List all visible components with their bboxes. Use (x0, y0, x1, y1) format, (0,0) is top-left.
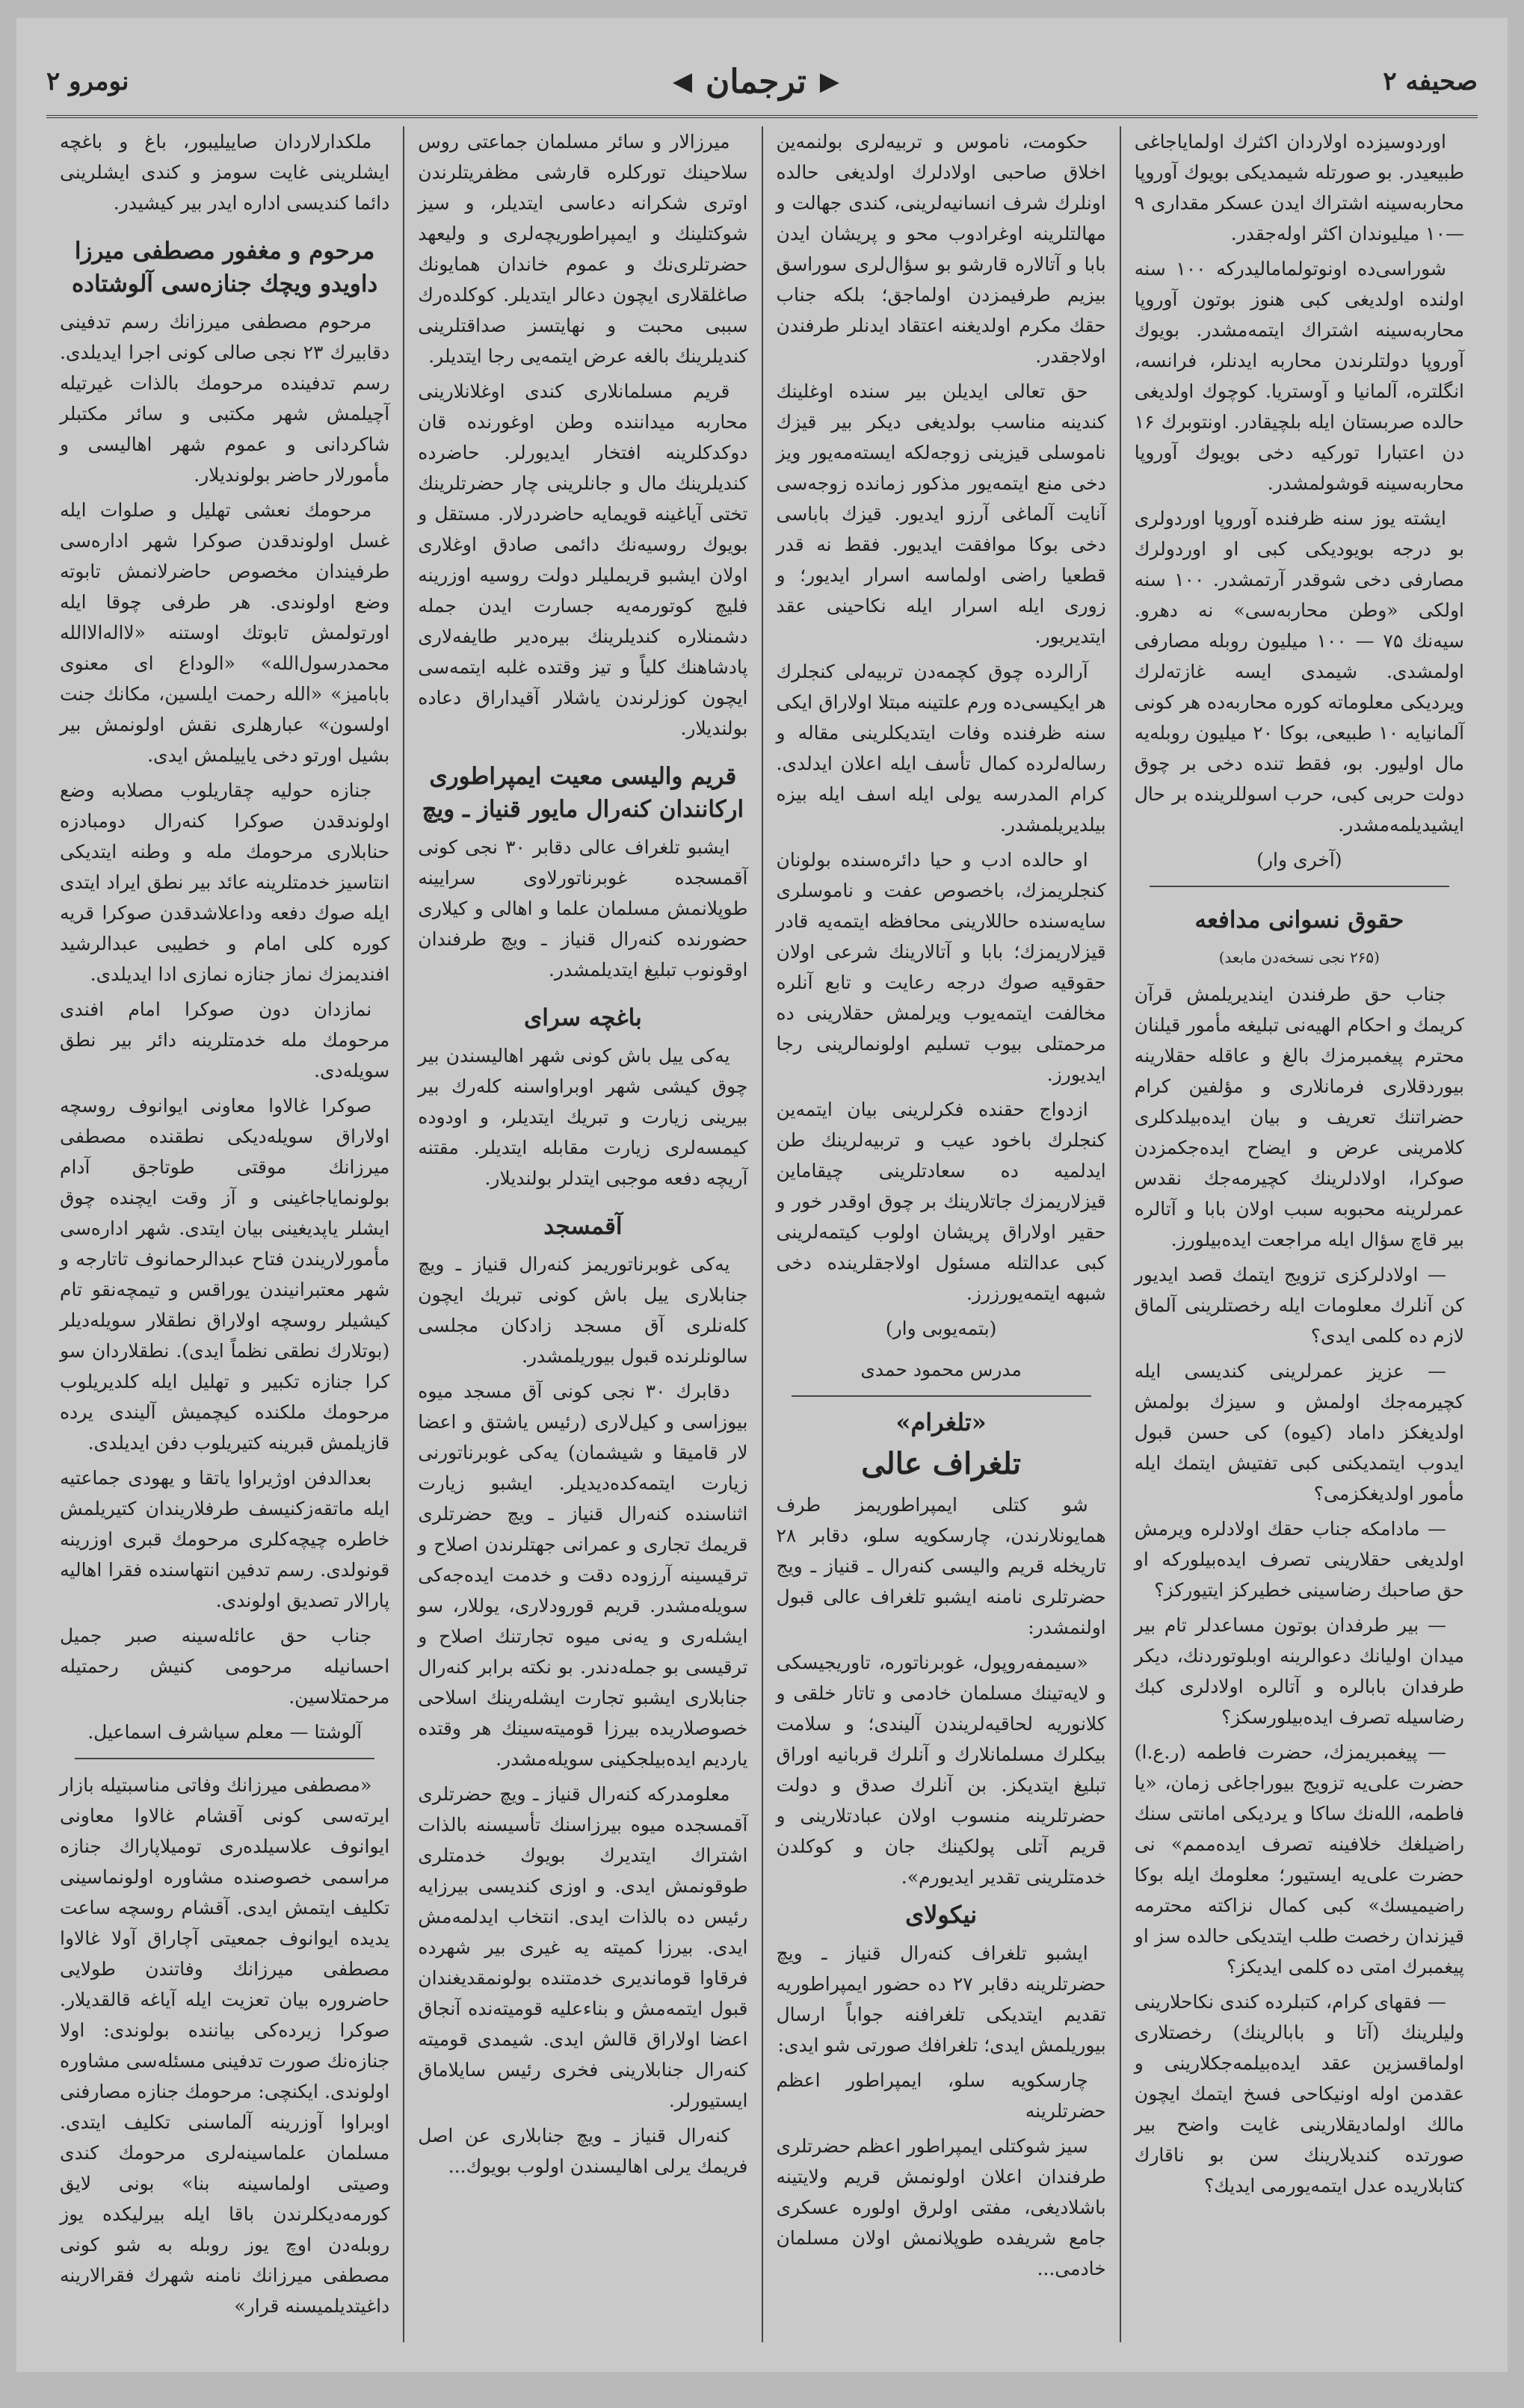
divider (75, 1758, 374, 1759)
paragraph: — فقهای کرام، کتبلرده کندی نکاحلارینی ولیلرینك (آتا و بابالرینك) رخصتلاری اولماقسزین عقد ایده‌بیلمه‌جكلارینی و عقدمن اوله اونیکاحی فسخ ایتمك ایچون مالك اولمادیقلارینی غایت واضح بیر صورتده کندیلارینك سن بو ناقارك کتابلاریده عدل ایتمه‌یورمی ایدیك؟ (1134, 1991, 1464, 2196)
section-ornament: «تلغرام» (895, 1408, 987, 1436)
article-subtitle: (۲۶۵ نجی نسخه‌دن مابعد) (1218, 948, 1380, 966)
ornament-right-icon: ▶ (819, 67, 840, 96)
news-heading-bakhchisaray: باغچه سرای (524, 1004, 642, 1031)
paragraph: «مصطفی میرزانك وفاتی مناسبتیله بازار ایرته‌سی کونی آقشام غالاوا معاونی ایوانوف علاسیلده‌ری تومیلاپاراك جنازه مراسمی خصوصنده مشاوره اولونماسینی تکلیف ایتمش ایدی. آقشام روسچه ساعت یدیده ایوانوف جمعیتی آچاراق آولا غالاوا مصطفی میرزانك وفاتندن طولایی حاضروره بیان تعزیت ایله آیاغه قالقدیلار. صوکرا زیرده‌کی بیاننده بولوندی: اولا جنازه‌نك صورت تدفینی مسئله‌سی مشاوره اولوندی. ایکنچی: مرحومك جنازه مصارفنی اوبراوا آوزرینه آلماسنی تکلیف ایتدی. مسلمان علماسینه‌لری مرحومك کندی وصیتی اولماسینه بنا» بونی لایق کورمه‌دیکلرندن باقا ایله بیرلیکده یوز روبله‌دن اوچ یوز روبله به شو کونی مصطفی میرزانك نامنه شهرك فقرالارینه داغیتدیلمیسنه قرار» (60, 1774, 390, 2317)
paragraph: او حالده ادب و حیا دائره‌سنده بولونان کنجلریمزك، باخصوص عفت و ناموسلری سایه‌سنده حاللارینی محافظه ایتمه‌یه قادر قیزلاریمزك؛ بابا و آتالارینك شرعی اولان حقوقیه صوك درجه رعایت و تابع آنلره مخالفت ایتمه‌یوب ویرلمش حقلارینی ده مرحمتلی بیوب تسلیم اولونمالرینی رجا ایدیورز. (776, 849, 1106, 1085)
page-label: صحیفه ۲ (1383, 67, 1478, 96)
paragraph: قریم مسلمانلاری کندی اوغلانلارینی محاربه میداننده وطن اوغورنده قان دوکدکلرینه افتخار ایدیورلر. حاضرده کندیلرینك مال و جانلرینی چار حضرتلرینك تختی آیاغینه قویمایه حاضردرلار. مستقل و بویوك روسیه‌نك دائمی صادق اوغلاری اولان ایشبو قریملیلر دولت روسیه اوزرینه فلیچ کوتورمه‌یه جسارت ایدن جمله دشمنلاره کندیلرینك بیره‌دیر طایفه‌لاری پادشاهنك کلیاً و تیز وقتده غلبه ایتمه‌سی ایچون کوزلرندن یاشلار آقیداراق دعاده بولندیلار. (418, 380, 748, 739)
paragraph: حکومت، ناموس و تربیه‌لری بولنمه‌ین اخلاق صاحبی اولادلرك اولدیغی حالده اونلرك شرف انسانیه‌لرینی، کندی جهالت و مهالتلرینه اوغرادوب محو و پریشان ایدن بابا و آتالاره قارشو بو سؤال‌لری سوراسق بیزیم طرفیمزدن اولماجق؛ بلکه جناب حقك مکرم اولدیغنه اعتقاد ایدنلر طرفندن اولاجقدر. (776, 131, 1106, 367)
author-signature: مدرس محمود حمدی (860, 1359, 1022, 1380)
column-2 (762, 126, 1120, 2342)
paragraph: «سیمفه‌روپول، غوبرناتوره، تاوریجیسکی و لایه‌تینك مسلمان خادمی و تاتار خلقی و کلانوریه لحاقیه‌لریندن آلیندی؛ و سلامت بیکلرك مسلمانلارك و آنلرك قربانیه اوراق تبلیغ ایتدیکز. بن آنلرك صدق و دولت حضرتلرینه منسوب اولان عبادتلارینی و قریم آتلی پولکینك جان و کوکلدن خدمتلرینی تقدیر ایدیورم». (776, 1652, 1106, 1888)
paragraph: — پیغمبریمزك، حضرت فاطمه (ر.ع.ا) حضرت علی‌یه تزویج بیوراجاغی زمان، «یا فاطمه، الله‌نك ساکا و یردیکی امانتی سنك راضیلغك خلافینه تصرف ایده‌ممم» نی حضرت علی‌یه ایستیور؛ معلومك ایله بوکا راضیمیسك» کبی کمال نزاکته محترمه قیزندان رخصت طلب ایتدیکی حالده سز او پیغمبرك امتی ده کلمی ایدیکز؟ (1134, 1741, 1464, 1978)
paragraph: — اولادلرکزی تزویج ایتمك قصد ایدیور کن آنلرك معلومات ایله رخصتلرینی آلماق لازم ده کلمی ایدی؟ (1134, 1264, 1464, 1347)
paragraph: ازدواج حقنده فکرلرینی بیان ایتمه‌ین کنجلرك باخود عیب و تربیه‌لرینك طن ایدلمیه ده سعادتلرینی چیقاماین قیزلاریمزك جاتلارینك بر چوق اوقدر خور و حقیر اولاراق پریشان اولوب کیتمه‌لرینی کبی عدالتله مسئول اولاجقلرینده دخی شبهه ایتمه‌یورزرز. (776, 1099, 1106, 1304)
paragraph: آرالرده چوق کچمه‌دن تربیه‌لی کنجلرك هر ایکیسی‌ده ورم علتینه مبتلا اولاراق ایکی سنه ظرفنده وفات ایتدیکلرینی مقاله و رساله‌لرده کمال تأسف ایله اعلان ایدلدی. کرام المدرسه یولی ایله اسف ایله بیزه بیلدیریلمشدر. (776, 661, 1106, 836)
paragraph: ایشته یوز سنه ظرفنده آوروپا اوردولری بو درجه بویودیکی کبی او اوردولرك مصارفی دخی شوقدر آرتمشدر. ۱۰۰ سنه اولکی «وطن محاربه‌سی» نه دهرو. سیه‌نك ۷۵ — ۱۰۰ میلیون روبله مصارفی اولمشدی. شیمدی ایسه غازته‌لرك ویردیکی معلوماته کوره محاربه‌ده هر کونی آلمانیایه ۱۰ طبیعی، بوکا ۲۰ میلیون روبله‌یه مال اولیور. بو، فقط تنده دخی بر چوق دولت حربی کبی، حرب اسوللرینده بر حال ایشیدیلمه‌مشدر. (1134, 507, 1465, 836)
continued-note: (بتمه‌یوبی وار) (885, 1318, 997, 1339)
issue-label: نومرو ۲ (46, 67, 129, 96)
text-columns (46, 126, 1478, 2342)
author-signature: آلوشتا — معلم سیاشرف اسماعیل. (87, 1721, 363, 1743)
paragraph: دقابرك ۳۰ نجی کونی آق مسجد میوه بیوزاسی و کیل‌لاری (رئیس یاشتق و اعضا لار قامیقا و شیشمان) یه‌کی غوبرناتورنی زیارت ایتمه‌کده‌دیدیلر. ایشبو زیارت اثناسنده کنه‌رال قنیاز ـ ویچ حضرتلری قریمك تجاری و عمرانی جهتلرندن اصلاح و ترقیسینه آرزوده دقت و خدمت ایده‌جه‌کی سویله‌مشدر. قریم قورودلاری، یوللار، سو ایشله‌ری و یه‌نی میوه تجارتنك اصلاح و ترقیسی بو جمله‌دندر. بو نکته برابر کنه‌رال جنابلاری ایشبو تجارت ایشله‌رینك اسلاحی خصوصلاریده بیرزا قومیته‌سینك هر وقتده یاردیم ایده‌بیلجکینی سویله‌مشدر. (418, 1380, 748, 1770)
paragraph: — مادامکه جناب حقك اولادلره ویرمش اولدیغی حقلارینی تصرف ایده‌بیلورکه او حق صاحبك رضاسینی خطیرکز ایتیورکز؟ (1134, 1518, 1464, 1601)
paragraph: مرحومك نعشی تهلیل و صلوات ایله غسل اولوندقدن صوکرا شهر اداره‌سی طرفیندان مخصوص حاضرلانمش تابوته وضع اولوندی. هر طرفی چوقا ایله اورتولمش تابوتك اوستنه «لااله‌الاالله محمدرسول‌الله» «الوداع ای معنوی بابامیز» «الله رحمت ایلسین، مکانك جنت اولسون» عبارهلری نقش اولونمش بیر بشیل اورتو دخی یاییلمش ایدی. (60, 499, 390, 766)
paragraph: ایشبو تلغراف عالی دقابر ۳۰ نجی کونی آقمسجده غوبرناتورلاوی سرایینه طوپلانمش مسلمان علما و اهالی و کیلاری حضورنده کنه‌رال قنیاز ـ ویچ طرفندان اوقونوب تبلیغ ایتدیلمشدر. (418, 836, 748, 981)
paragraph: یه‌کی غوبرناتوریمز کنه‌رال قنیاز ـ ویچ جنابلاری ییل باش کونی تبریك ایچون کله‌نلری آق مسجد زادکان مجلسی سالونلرنده قبول بیوریلمشدر. (418, 1253, 748, 1367)
telegram-title: تلغراف عالی (861, 1446, 1022, 1481)
article-title: مرحوم و مغفور مصطفی میرزا داویدو ویچك جنازه‌سی آلوشتاده (71, 238, 378, 297)
governor-signature: قریم والیسی معیت ایمپراطوری ارکانندان کنه‌رال مایور قنیاز ـ ویچ (422, 763, 744, 823)
paragraph: — عزیز عمرلرینی کندیسی ایله کچیرمه‌جك اولمش و سیزك بولمش اولدیغکز داماد (کیوه) کی حسن قبول ایدوب ایتمدیکنی کبی تفتیش ایتمك ایله مأمور اولدیغکزمی؟ (1134, 1360, 1464, 1504)
paragraph: یه‌کی ییل باش کونی شهر اهالیسندن بیر چوق کیشی شهر اوبراواسنه کله‌رك بیر بیرینی زیارت و تبریك ایتدیلر، و اودوده کیمسه‌لری زیارت مقابله ایتدیلر. مقتنه آریچه دفعه موجبی ایتدلر بولندیلار. (418, 1045, 748, 1189)
paragraph: جناب حق عائله‌سینه صبر جمیل احسانیله مرحومی کنیش رحمتیله مرحمتلاسین. (60, 1625, 390, 1708)
divider (1150, 886, 1449, 887)
paragraph: — بیر طرفدان بوتون مساعدلر تام بیر میدان اولیانك دعوالرینه اوبلوتوردنك، دیکر طرفدان بابالره و آتالره اولادلری کبك رضاسیله تصرف ایده‌بیلورسکز؟ (1134, 1614, 1464, 1728)
paragraph: حق تعالی ایدیلن بیر سنده اوغلینك کندینه مناسب بولدیغی دیکر بیر قیزك ناموسلی قیزینی زوجه‌لکه ایسته‌مه‌یور ویز دخی منع ایتمه‌یور مذکور زمانده زوجه‌سی آنایت آلماغی آرزو ایدیور. قیزك بابا‌سی دخی بوکا موافقت ایدیور. فقط نه قدر قطعیا راضی اولماسه اسرار ایدیور؛ و زوری ایله اسرار ایله نکاحینی عقد ایتدیریور. (776, 380, 1106, 647)
paragraph: شو کتلی ایمپراطوریمز طرف همایونلارندن، چارسکویه سلو، دقابر ۲۸ تاریخله قریم والیسی کنه‌رال ـ قنیاز ـ ویج حضرتلری نامنه ایشبو تلغراف عالی قبول اولنمشدر: (776, 1494, 1106, 1638)
continued-note: (آخری وار) (1256, 849, 1342, 871)
telegram-signature: نیکولای (905, 1901, 978, 1929)
article-title: حقوق نسوانی مدافعه (1194, 907, 1404, 933)
paragraph: صوکرا غالاوا معاونی ایوانوف روسچه اولاراق سویله‌دیکی نطقنده مصطفی میرزانك موقتی طوتاجق آدام بولونمایاجاغینی و آز وقت ایچنده چوق ایشلر یاپدیغینی بیان ایتدی. شهر اداره‌سی مأمورلاریندن فتاح عبدالرحمانوف تاتارجه و شهر معتبرانیندن یوراقس و تیمچه‌نقو تام کیشیلر روسچه اولاراق نطقلار سویله‌دیلر (بوتلارك نطقی نظماً ایدی). نطقلاردان سو کرا جنازه تکبیر و تهلیل ایله کلدیریلوب مرحومك ملکنده کیچمیش آلیندی یرده قازیلمش قبرینه کتیریلوب دفن ایدیلدی. (60, 1095, 390, 1454)
page-header (46, 48, 1478, 118)
newspaper-title: ترجمان (706, 62, 806, 101)
newspaper-page (16, 18, 1508, 2372)
column-3 (403, 126, 761, 2342)
paragraph: کنه‌رال قنیاز ـ ویچ جنابلاری عن اصل فریمك یرلی اهالیسندن اولوب بویوك... (418, 2125, 748, 2177)
paragraph: معلومدرکه کنه‌رال قنیاز ـ ویچ حضرتلری آقمسجده میوه بیرزاسنك تأسیسنه بالذات اشتراك ایتدیرك بویوك خدمتلری طوقونمش ایدی. و اوزی کندیسی بیرزایه رئیس ده بالذات ایدی. انتخاب ایدلمه‌مش ایدی. بیرزا کمیته یه غیری بیر شهرده فرقاوا قوماندیری خدمتنده بولونمقدیغندان قبول ایتمه‌مش و بناءعلیه قومیته‌نده آنجاق اعضا اولاراق قالش ایدی. شیمدی قومیته کنه‌رال جنابلارینی فخری رئیس سایلاماق ایستیورلر. (418, 1783, 748, 2111)
paragraph: مرحوم مصطفی میرزانك رسم تدفینی دقابیرك ۲۳ نجی صالی کونی اجرا ایدیلدی. رسم تدفینده مرحومك بالذات غیرتیله آچیلمش شهر مکتبی و سائر مکتبلر شاکردانی و عموم شهر اهالیسی و مأمورلار حاضر بولوندیلار. (60, 311, 390, 486)
column-4 (46, 126, 403, 2342)
masthead (673, 63, 839, 101)
paragraph: بعدالدفن اوژیراوا یاتقا و یهودی جماعتیه ایله ماتقه‌زکنیسف طرفلاریندان کتیریلمش خاطره چیچه‌کلری مرحومك قبری اوزرینه قونولدی. رسم تدفین انتهاسنده فقرا اهالیه پارالار تصدیق اولوندی. (60, 1467, 390, 1611)
paragraph: جناب حق طرفندن ایندیریلمش قرآن کریمك و احکام الهیه‌نی تبلیغه مأمور قیلنان محترم پیغمبرمزك بالغ و عاقله حقلارینه بیوردقلاری فرمانلاری و مؤلفین کرام حضراتنك تعریف و بیان ایده‌بیلدکلری کلامرینی عرض و ایضاح ایده‌جکمزدن صوکرا، اولادلرینك کچیرمه‌جك نقدس عمرلرینه محبوبه سبب اولان بابا و آتالره بیر قاچ سؤال ایله مراجعت ایده‌بیلورز. (1134, 984, 1464, 1250)
paragraph: ملکدارلاردان صاییلیبور، باغ و باغچه ایشلرینی غایت سومز و کندی ایشلرینی دائما کندیسی اداره ایدر بیر کیشیدر. (60, 131, 390, 214)
paragraph: اوردوسیزده اولاردان اکثرك اولمایاجاغی طبیعیدر. بو صورتله شیمدیکی بویوك آوروپا محاربه‌سینه اشتراك ایدن عسكر مقداری ۹—۱۰ میلیوندان اكثر اوله‌جقدر. (1134, 131, 1464, 244)
column-1 (1120, 126, 1478, 2342)
paragraph: شوراسی‌ده اونوتولمامالیدرکه ۱۰۰ سنه اولنده اولدیغی کبی هنوز بوتون آوروپا محاربه‌سینه اشتراك ایتمه‌مشدر. بویوك آوروپا دولتلرندن محاربه ایدنلر، فرانسه، انگلتره، آلمانیا و آوستریا. کوچوك اولدیغی حالده صربستان ایله بلچیقادر. اونتوبرك ۱۶ دن اعتبارا تورکیه دخی بویوك آوروپا محاربه‌سینه قوشولمشدر. (1134, 258, 1464, 494)
paragraph: ایشبو تلغراف کنه‌رال قنیاز ـ ویچ حضرتلرینه دقابر ۲۷ ده حضور ایمپراطوریه تقدیم ایتدیکی تلغرافنه جواباً ارسال بیوریلمش ایدی؛ تلغرافك صورتی شو ایدی: (776, 1942, 1106, 2056)
paragraph: سیز شوکتلی ایمپراطور اعظم حضرتلری طرفندان اعلان اولونمش قریم ولایتینه باشلادیغی، مفتی اولرق اولوره عسکری جامع شریفده طوپلانمش اولان مسلمان خادمی... (776, 2135, 1106, 2279)
paragraph: میرزالار و سائر مسلمان جماعتی روس سلاحینك تورکلره قارشی مظفریتلرندن اوتری شکرانه دعاسی ایتدیلر، و سیز شوکتلینك و ایمپراطوریچه‌لری و ولیعهد حضرتلری‌نك و عموم خاندان همایونك صاغلقلاری ایچون دعالر ایتدیلر. کوکلده‌رك سببی محبت و نهایتسز صداقتلرینی کندیلرینك بالغه عرض ایتمه‌یی رجا ایتدیلر. (418, 131, 748, 367)
ornament-left-icon: ◀ (672, 67, 693, 96)
paragraph: چارسکویه سلو، ایمپراطور اعظم حضرتلرینه (776, 2069, 1106, 2122)
paragraph: نمازدان دون صوکرا امام افندی مرحومك مله خدمتلرینه دائر بیر نطق سویله‌دی. (60, 998, 390, 1081)
news-heading-akmesjid: آقمسجد (543, 1213, 623, 1240)
divider (792, 1395, 1091, 1397)
paragraph: جنازه حولیه چقاریلوب مصلابه وضع اولوندقدن صوکرا کنه‌رال دومبادزه حنابلاری مرحومك مله و وطنه ایتدیکی انتاسیز خدمتلرینه عائد بیر نطق ایراد ایتدی ایله صوك دفعه وداعلاشدقدن صوکرا قریه کوره کلی امام و خطیبی عبدالرشید افندیمزك نماز جنازه نمازی ادا ایدیلدی. (60, 779, 390, 985)
